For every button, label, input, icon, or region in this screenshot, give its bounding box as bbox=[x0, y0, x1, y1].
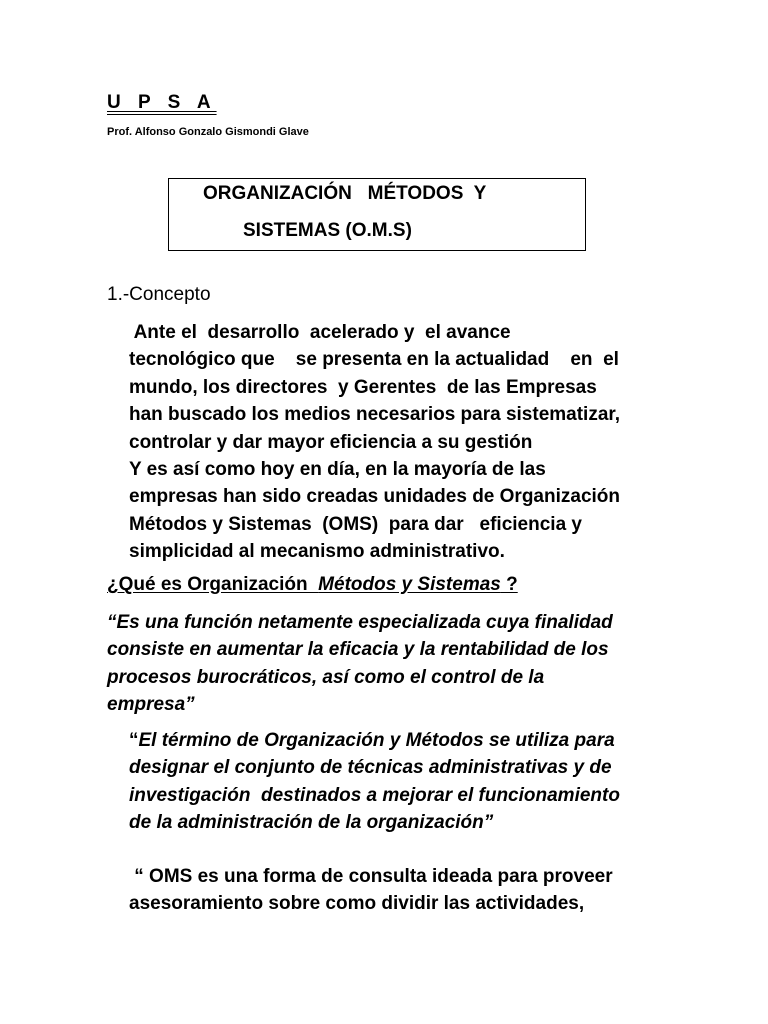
quote-first-line: El término de Organización y Métodos se utiliza para bbox=[138, 730, 615, 751]
concept-paragraph bbox=[129, 319, 620, 566]
quote-line bbox=[129, 727, 620, 754]
title-box bbox=[168, 178, 586, 251]
paragraph-line: mundo, los directores y Gerentes de las Empresas bbox=[129, 376, 597, 398]
title-line-1: ORGANIZACIÓN MÉTODOS Y bbox=[203, 183, 487, 204]
oms-paragraph bbox=[129, 863, 613, 918]
paragraph-line: asesoramiento sobre como dividir las actividades, bbox=[129, 893, 585, 915]
author-name: Prof. Alfonso Gonzalo Gismondi Glave bbox=[107, 126, 309, 138]
definition-quote-2 bbox=[129, 727, 620, 837]
definition-quote-1 bbox=[107, 609, 613, 719]
quote-line: “Es una función netamente especializada cuya finalidad bbox=[107, 612, 613, 633]
quote-open-mark: “ bbox=[129, 730, 139, 751]
quote-line: empresa” bbox=[107, 694, 195, 716]
paragraph-line: empresas han sido creadas unidades de Organización bbox=[129, 486, 621, 508]
question-suffix: ? bbox=[500, 574, 518, 595]
quote-line: investigación destinados a mejorar el funcionamiento bbox=[129, 784, 620, 806]
paragraph-line: Y es así como hoy en día, en la mayoría de las bbox=[129, 459, 546, 481]
question-heading bbox=[107, 574, 518, 596]
paragraph-line: Ante el desarrollo acelerado y el avance bbox=[129, 322, 511, 343]
quote-line: consiste en aumentar la eficacia y la rentabilidad de los bbox=[107, 639, 609, 661]
quote-line: designar el conjunto de técnicas administrativas y de bbox=[129, 757, 612, 779]
school-name: U P S A bbox=[107, 92, 217, 113]
paragraph-line: controlar y dar mayor eficiencia a su gestión bbox=[129, 431, 533, 453]
question-italic: Métodos y Sistemas bbox=[318, 574, 501, 595]
paragraph-line: Métodos y Sistemas (OMS) para dar eficiencia y bbox=[129, 513, 582, 535]
paragraph-line: “ OMS es una forma de consulta ideada para proveer bbox=[129, 866, 613, 887]
quote-line: procesos burocráticos, así como el control de la bbox=[107, 666, 545, 688]
paragraph-line: tecnológico que se presenta en la actualidad en el bbox=[129, 349, 619, 371]
question-prefix: ¿Qué es Organización bbox=[107, 574, 319, 595]
paragraph-line: simplicidad al mecanismo administrativo. bbox=[129, 541, 505, 563]
paragraph-line: han buscado los medios necesarios para sistematizar, bbox=[129, 404, 621, 426]
title-line-2: SISTEMAS (O.M.S) bbox=[243, 220, 412, 241]
quote-line: de la administración de la organización” bbox=[129, 812, 494, 834]
section-heading: 1.-Concepto bbox=[107, 284, 211, 305]
